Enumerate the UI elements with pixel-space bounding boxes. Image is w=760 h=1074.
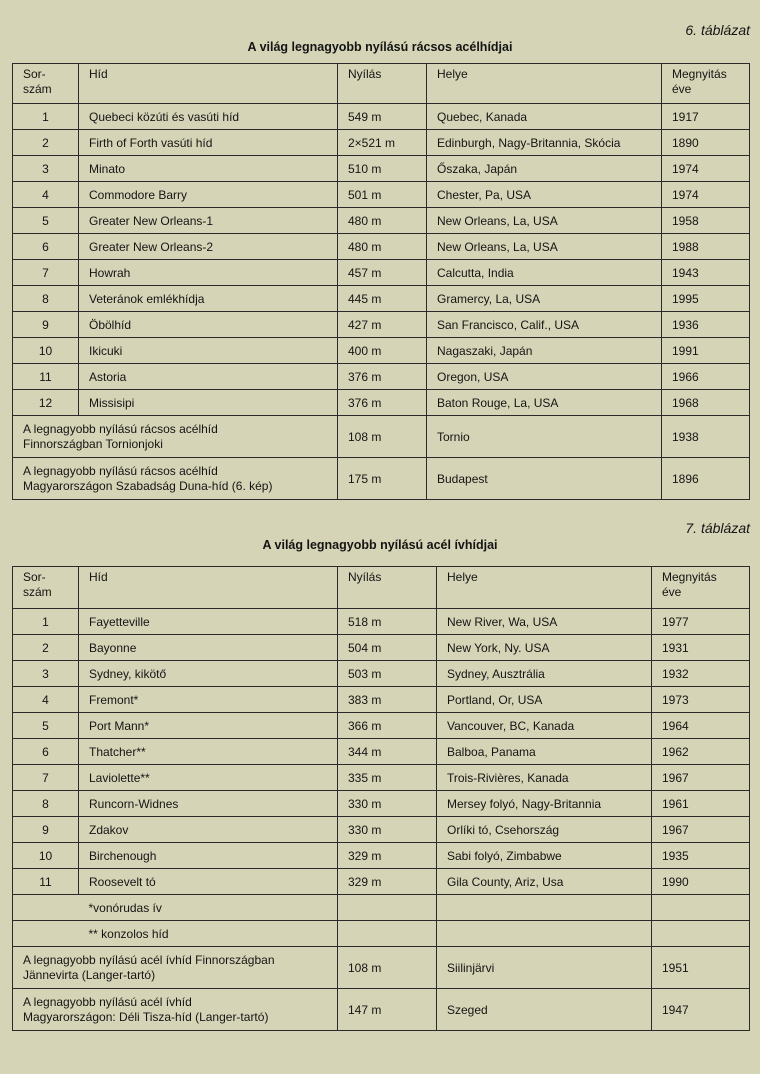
location: New Orleans, La, USA [427,234,662,260]
span-value: 480 m [338,234,427,260]
opening-year: 1943 [662,260,750,286]
row-number: 7 [13,765,79,791]
note-year: 1947 [652,989,750,1031]
row-number: 10 [13,843,79,869]
note-row [13,947,750,989]
opening-year: 1961 [652,791,750,817]
location: Baton Rouge, La, USA [427,390,662,416]
location: New Orleans, La, USA [427,208,662,234]
note-span: 147 m [338,989,437,1031]
location: Gramercy, La, USA [427,286,662,312]
note-row [13,458,750,500]
location: Oregon, USA [427,364,662,390]
empty-cell [338,895,437,921]
bridge-name: Missisipi [79,390,338,416]
opening-year: 1917 [662,104,750,130]
opening-year: 1964 [652,713,750,739]
row-number: 1 [13,609,79,635]
note-location: Siilinjärvi [437,947,652,989]
span-value: 383 m [338,687,437,713]
note-bridge: A legnagyobb nyílású rácsos acélhíd Finnországban Tornionjoki [13,416,338,458]
note-location: Tornio [427,416,662,458]
row-number: 6 [13,739,79,765]
note-bridge: A legnagyobb nyílású rácsos acélhíd Magyarországon Szabadság Duna-híd (6. kép) [13,458,338,500]
bridge-name: Fayetteville [79,609,338,635]
opening-year: 1932 [652,661,750,687]
location: Nagaszaki, Japán [427,338,662,364]
table-row [13,817,750,843]
location: Balboa, Panama [437,739,652,765]
bridge-name: Greater New Orleans-1 [79,208,338,234]
header-location: Helye [437,567,652,609]
span-value: 501 m [338,182,427,208]
footnote: *vonórudas ív [79,895,338,921]
opening-year: 1931 [652,635,750,661]
span-value: 376 m [338,390,427,416]
bridge-name: Port Mann* [79,713,338,739]
table-row [13,208,750,234]
table-row [13,791,750,817]
span-value: 504 m [338,635,437,661]
table7-number: 7. táblázat [685,520,750,536]
bridge-name: Öbölhíd [79,312,338,338]
row-number: 7 [13,260,79,286]
note-bridge: A legnagyobb nyílású acél ívhíd Magyarországon: Déli Tisza-híd (Langer-tartó) [13,989,338,1031]
span-value: 2×521 m [338,130,427,156]
bridge-name: Roosevelt tó [79,869,338,895]
row-number: 8 [13,791,79,817]
note-row [13,416,750,458]
bridge-name: Fremont* [79,687,338,713]
header-bridge: Híd [79,567,338,609]
bridge-name: Howrah [79,260,338,286]
opening-year: 1988 [662,234,750,260]
header-year: Megnyitás éve [652,567,750,609]
footnote-row [13,921,750,947]
table-row [13,130,750,156]
empty-cell [338,921,437,947]
table-row [13,843,750,869]
note-location: Szeged [437,989,652,1031]
note-year: 1938 [662,416,750,458]
row-number: 1 [13,104,79,130]
table-row [13,390,750,416]
opening-year: 1890 [662,130,750,156]
table-row [13,739,750,765]
footnote-row [13,895,750,921]
table-row [13,635,750,661]
note-year: 1951 [652,947,750,989]
opening-year: 1935 [652,843,750,869]
opening-year: 1967 [652,817,750,843]
bridge-name: Quebeci közúti és vasúti híd [79,104,338,130]
row-number: 10 [13,338,79,364]
header-span: Nyílás [338,64,427,104]
row-number: 11 [13,364,79,390]
span-value: 330 m [338,791,437,817]
table-row [13,182,750,208]
table-row [13,713,750,739]
bridge-name: Zdakov [79,817,338,843]
bridge-name: Minato [79,156,338,182]
empty-cell [13,895,79,921]
table-row [13,687,750,713]
span-value: 344 m [338,739,437,765]
bridge-name: Veteránok emlékhídja [79,286,338,312]
empty-cell [652,921,750,947]
table7 [12,566,750,1031]
location: Trois-Rivières, Kanada [437,765,652,791]
location: Chester, Pa, USA [427,182,662,208]
opening-year: 1962 [652,739,750,765]
span-value: 335 m [338,765,437,791]
empty-cell [437,921,652,947]
table6-number: 6. táblázat [685,22,750,38]
location: Edinburgh, Nagy-Britannia, Skócia [427,130,662,156]
table-row [13,609,750,635]
location: Vancouver, BC, Kanada [437,713,652,739]
span-value: 376 m [338,364,427,390]
table-row [13,661,750,687]
span-value: 518 m [338,609,437,635]
empty-cell [13,921,79,947]
table-row [13,364,750,390]
opening-year: 1991 [662,338,750,364]
note-span: 175 m [338,458,427,500]
table7-title: A világ legnagyobb nyílású acél ívhídjai [262,538,498,552]
span-value: 366 m [338,713,437,739]
row-number: 12 [13,390,79,416]
span-value: 400 m [338,338,427,364]
footnote: ** konzolos híd [79,921,338,947]
bridge-name: Laviolette** [79,765,338,791]
bridge-name: Astoria [79,364,338,390]
table-row [13,286,750,312]
span-value: 427 m [338,312,427,338]
opening-year: 1966 [662,364,750,390]
header-location: Helye [427,64,662,104]
table-row [13,156,750,182]
row-number: 11 [13,869,79,895]
header-bridge: Híd [79,64,338,104]
row-number: 3 [13,156,79,182]
location: San Francisco, Calif., USA [427,312,662,338]
opening-year: 1968 [662,390,750,416]
table-row [13,338,750,364]
location: New York, Ny. USA [437,635,652,661]
location: New River, Wa, USA [437,609,652,635]
row-number: 5 [13,713,79,739]
row-number: 4 [13,687,79,713]
table-row [13,260,750,286]
row-number: 2 [13,635,79,661]
opening-year: 1995 [662,286,750,312]
header-year: Megnyitás éve [662,64,750,104]
table-row [13,765,750,791]
table-row [13,234,750,260]
note-row [13,989,750,1031]
location: Sabi folyó, Zimbabwe [437,843,652,869]
span-value: 457 m [338,260,427,286]
bridge-name: Sydney, kikötő [79,661,338,687]
opening-year: 1936 [662,312,750,338]
bridge-name: Ikicuki [79,338,338,364]
opening-year: 1974 [662,182,750,208]
table6 [12,63,750,500]
row-number: 3 [13,661,79,687]
location: Orlíki tó, Csehország [437,817,652,843]
header-no: Sor- szám [13,567,79,609]
row-number: 2 [13,130,79,156]
empty-cell [437,895,652,921]
row-number: 5 [13,208,79,234]
header-no: Sor- szám [13,64,79,104]
location: Gila County, Ariz, Usa [437,869,652,895]
table6-header-row [13,64,750,104]
location: Sydney, Ausztrália [437,661,652,687]
opening-year: 1973 [652,687,750,713]
header-span: Nyílás [338,567,437,609]
bridge-name: Greater New Orleans-2 [79,234,338,260]
row-number: 9 [13,312,79,338]
note-bridge: A legnagyobb nyílású acél ívhíd Finnországban Jännevirta (Langer-tartó) [13,947,338,989]
bridge-name: Runcorn-Widnes [79,791,338,817]
row-number: 8 [13,286,79,312]
table6-title: A világ legnagyobb nyílású rácsos acélhídjai [247,40,513,54]
opening-year: 1958 [662,208,750,234]
row-number: 9 [13,817,79,843]
table-row [13,312,750,338]
bridge-name: Thatcher** [79,739,338,765]
bridge-name: Birchenough [79,843,338,869]
empty-cell [652,895,750,921]
table-row [13,869,750,895]
opening-year: 1974 [662,156,750,182]
span-value: 329 m [338,843,437,869]
note-span: 108 m [338,416,427,458]
note-year: 1896 [662,458,750,500]
span-value: 549 m [338,104,427,130]
location: Őszaka, Japán [427,156,662,182]
location: Calcutta, India [427,260,662,286]
location: Quebec, Kanada [427,104,662,130]
row-number: 4 [13,182,79,208]
bridge-name: Bayonne [79,635,338,661]
table7-header-row [13,567,750,609]
bridge-name: Firth of Forth vasúti híd [79,130,338,156]
span-value: 330 m [338,817,437,843]
location: Portland, Or, USA [437,687,652,713]
table-row [13,104,750,130]
row-number: 6 [13,234,79,260]
opening-year: 1967 [652,765,750,791]
note-span: 108 m [338,947,437,989]
opening-year: 1990 [652,869,750,895]
note-location: Budapest [427,458,662,500]
span-value: 329 m [338,869,437,895]
opening-year: 1977 [652,609,750,635]
span-value: 503 m [338,661,437,687]
bridge-name: Commodore Barry [79,182,338,208]
span-value: 480 m [338,208,427,234]
location: Mersey folyó, Nagy-Britannia [437,791,652,817]
span-value: 510 m [338,156,427,182]
span-value: 445 m [338,286,427,312]
